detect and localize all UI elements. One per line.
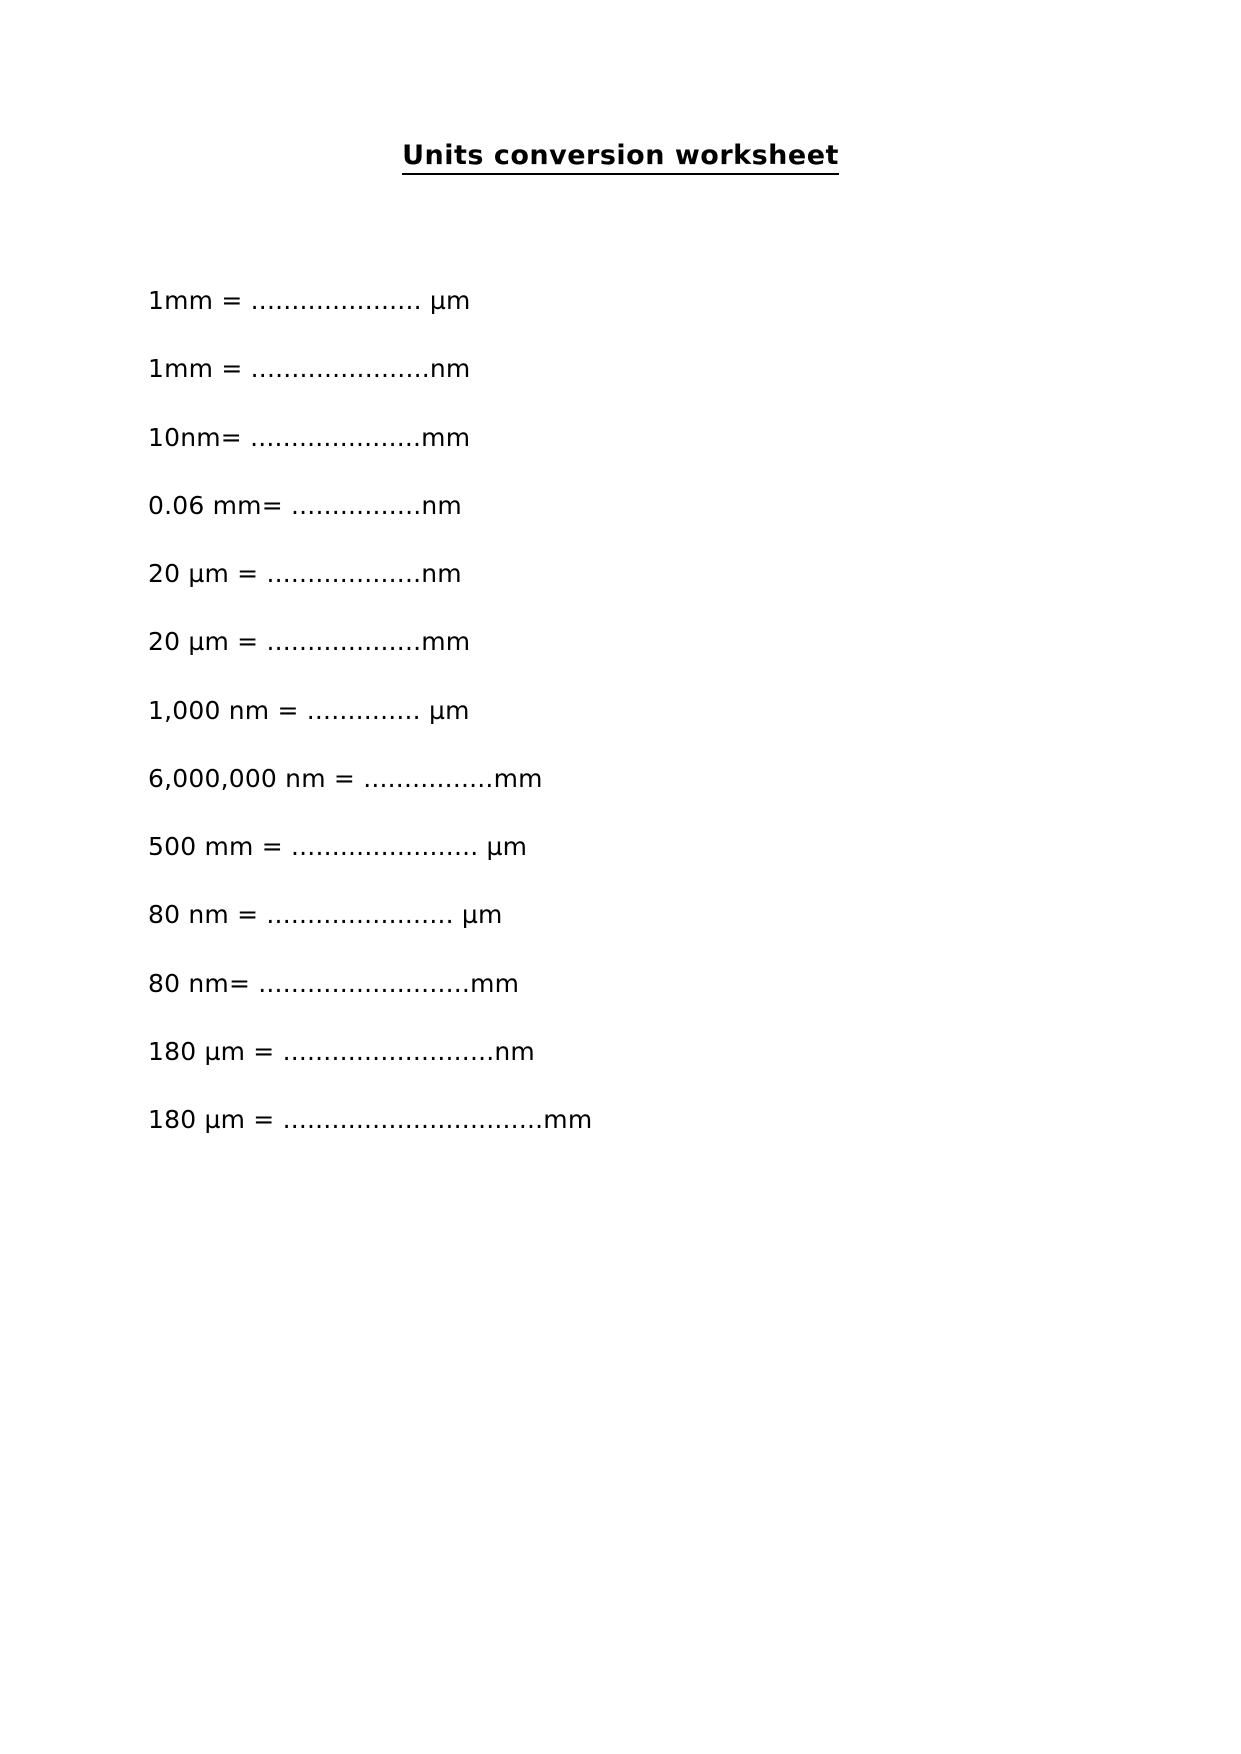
question-item: 1mm = ......................nm <box>148 354 471 384</box>
question-item: 80 nm = ....................... µm <box>148 900 503 930</box>
page-title <box>0 140 1241 171</box>
question-item: 6,000,000 nm = ................mm <box>148 763 543 793</box>
page-title-text: Units conversion worksheet <box>402 140 839 175</box>
question-item: 20 µm = ...................nm <box>148 559 462 588</box>
question-item: 0.06 mm= ................nm <box>148 490 462 520</box>
question-item: 180 µm = ................................mm <box>148 1105 593 1134</box>
question-item: 500 mm = ....................... µm <box>148 832 528 861</box>
question-item: 1mm = ..................... µm <box>148 286 471 315</box>
question-item: 80 nm= ..........................mm <box>148 968 520 998</box>
question-item: 180 µm = ..........................nm <box>148 1036 535 1066</box>
question-item: 1,000 nm = .............. µm <box>148 695 470 725</box>
question-item: 10nm= .....................mm <box>148 422 471 452</box>
question-list <box>148 288 1048 1175</box>
question-item: 20 µm = ...................mm <box>148 627 471 657</box>
